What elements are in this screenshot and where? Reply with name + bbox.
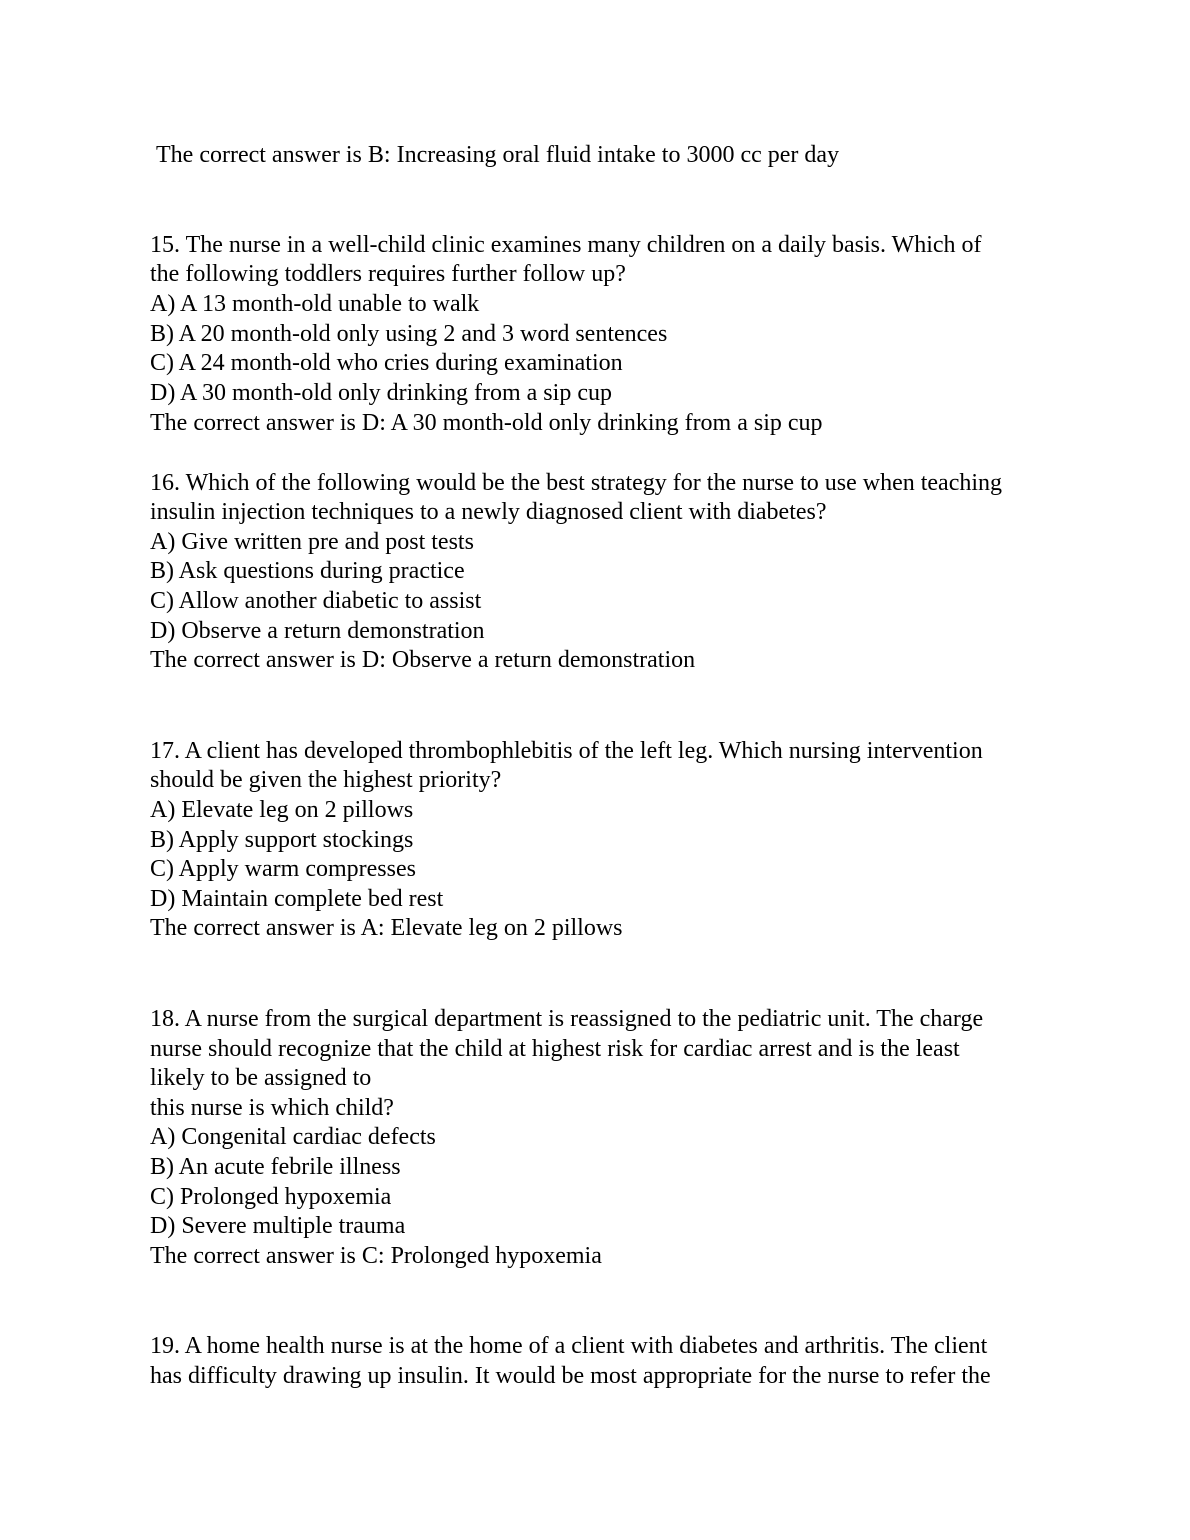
question-15-stem-line-1: 15. The nurse in a well-child clinic examines many children on a daily basis. Which of [150, 232, 982, 258]
question-16-option-b: B) Ask questions during practice [150, 558, 465, 584]
question-17-stem-line-2: should be given the highest priority? [150, 767, 502, 793]
question-18-option-d: D) Severe multiple trauma [150, 1213, 406, 1239]
question-15-option-c: C) A 24 month-old who cries during examination [150, 350, 623, 376]
question-16-answer: The correct answer is D: Observe a return demonstration [150, 647, 696, 673]
question-18-option-a: A) Congenital cardiac defects [150, 1124, 436, 1150]
question-16-option-c: C) Allow another diabetic to assist [150, 588, 482, 614]
question-16-option-d: D) Observe a return demonstration [150, 618, 485, 644]
question-19-stem-line-2: has difficulty drawing up insulin. It would be most appropriate for the nurse to refer the [150, 1363, 991, 1389]
question-18-option-c: C) Prolonged hypoxemia [150, 1184, 392, 1210]
question-18-stem-line-2: nurse should recognize that the child at highest risk for cardiac arrest and is the least [150, 1036, 960, 1062]
question-18-option-b: B) An acute febrile illness [150, 1154, 401, 1180]
question-17-option-c: C) Apply warm compresses [150, 856, 416, 882]
question-15-stem-line-2: the following toddlers requires further follow up? [150, 261, 626, 287]
question-15-option-a: A) A 13 month-old unable to walk [150, 291, 480, 317]
question-16-option-a: A) Give written pre and post tests [150, 529, 474, 555]
question-15-option-b: B) A 20 month-old only using 2 and 3 word sentences [150, 321, 668, 347]
question-18-stem-line-4: this nurse is which child? [150, 1095, 394, 1121]
question-18-stem-line-1: 18. A nurse from the surgical department is reassigned to the pediatric unit. The charge [150, 1006, 984, 1032]
question-18-stem-line-3: likely to be assigned to [150, 1065, 372, 1091]
previous-answer: The correct answer is B: Increasing oral fluid intake to 3000 cc per day [156, 142, 840, 168]
question-17-option-b: B) Apply support stockings [150, 827, 414, 853]
question-17-option-d: D) Maintain complete bed rest [150, 886, 444, 912]
question-19-stem-line-1: 19. A home health nurse is at the home of a client with diabetes and arthritis. The client [150, 1333, 988, 1359]
question-18-answer: The correct answer is C: Prolonged hypoxemia [150, 1243, 602, 1269]
question-16-stem-line-2: insulin injection techniques to a newly diagnosed client with diabetes? [150, 499, 827, 525]
question-15-option-d: D) A 30 month-old only drinking from a sip cup [150, 380, 612, 406]
question-17-answer: The correct answer is A: Elevate leg on 2 pillows [150, 915, 623, 941]
question-15-answer: The correct answer is D: A 30 month-old only drinking from a sip cup [150, 410, 823, 436]
question-16-stem-line-1: 16. Which of the following would be the best strategy for the nurse to use when teaching [150, 470, 1003, 496]
question-17-stem-line-1: 17. A client has developed thrombophlebitis of the left leg. Which nursing intervention [150, 738, 983, 764]
question-17-option-a: A) Elevate leg on 2 pillows [150, 797, 414, 823]
